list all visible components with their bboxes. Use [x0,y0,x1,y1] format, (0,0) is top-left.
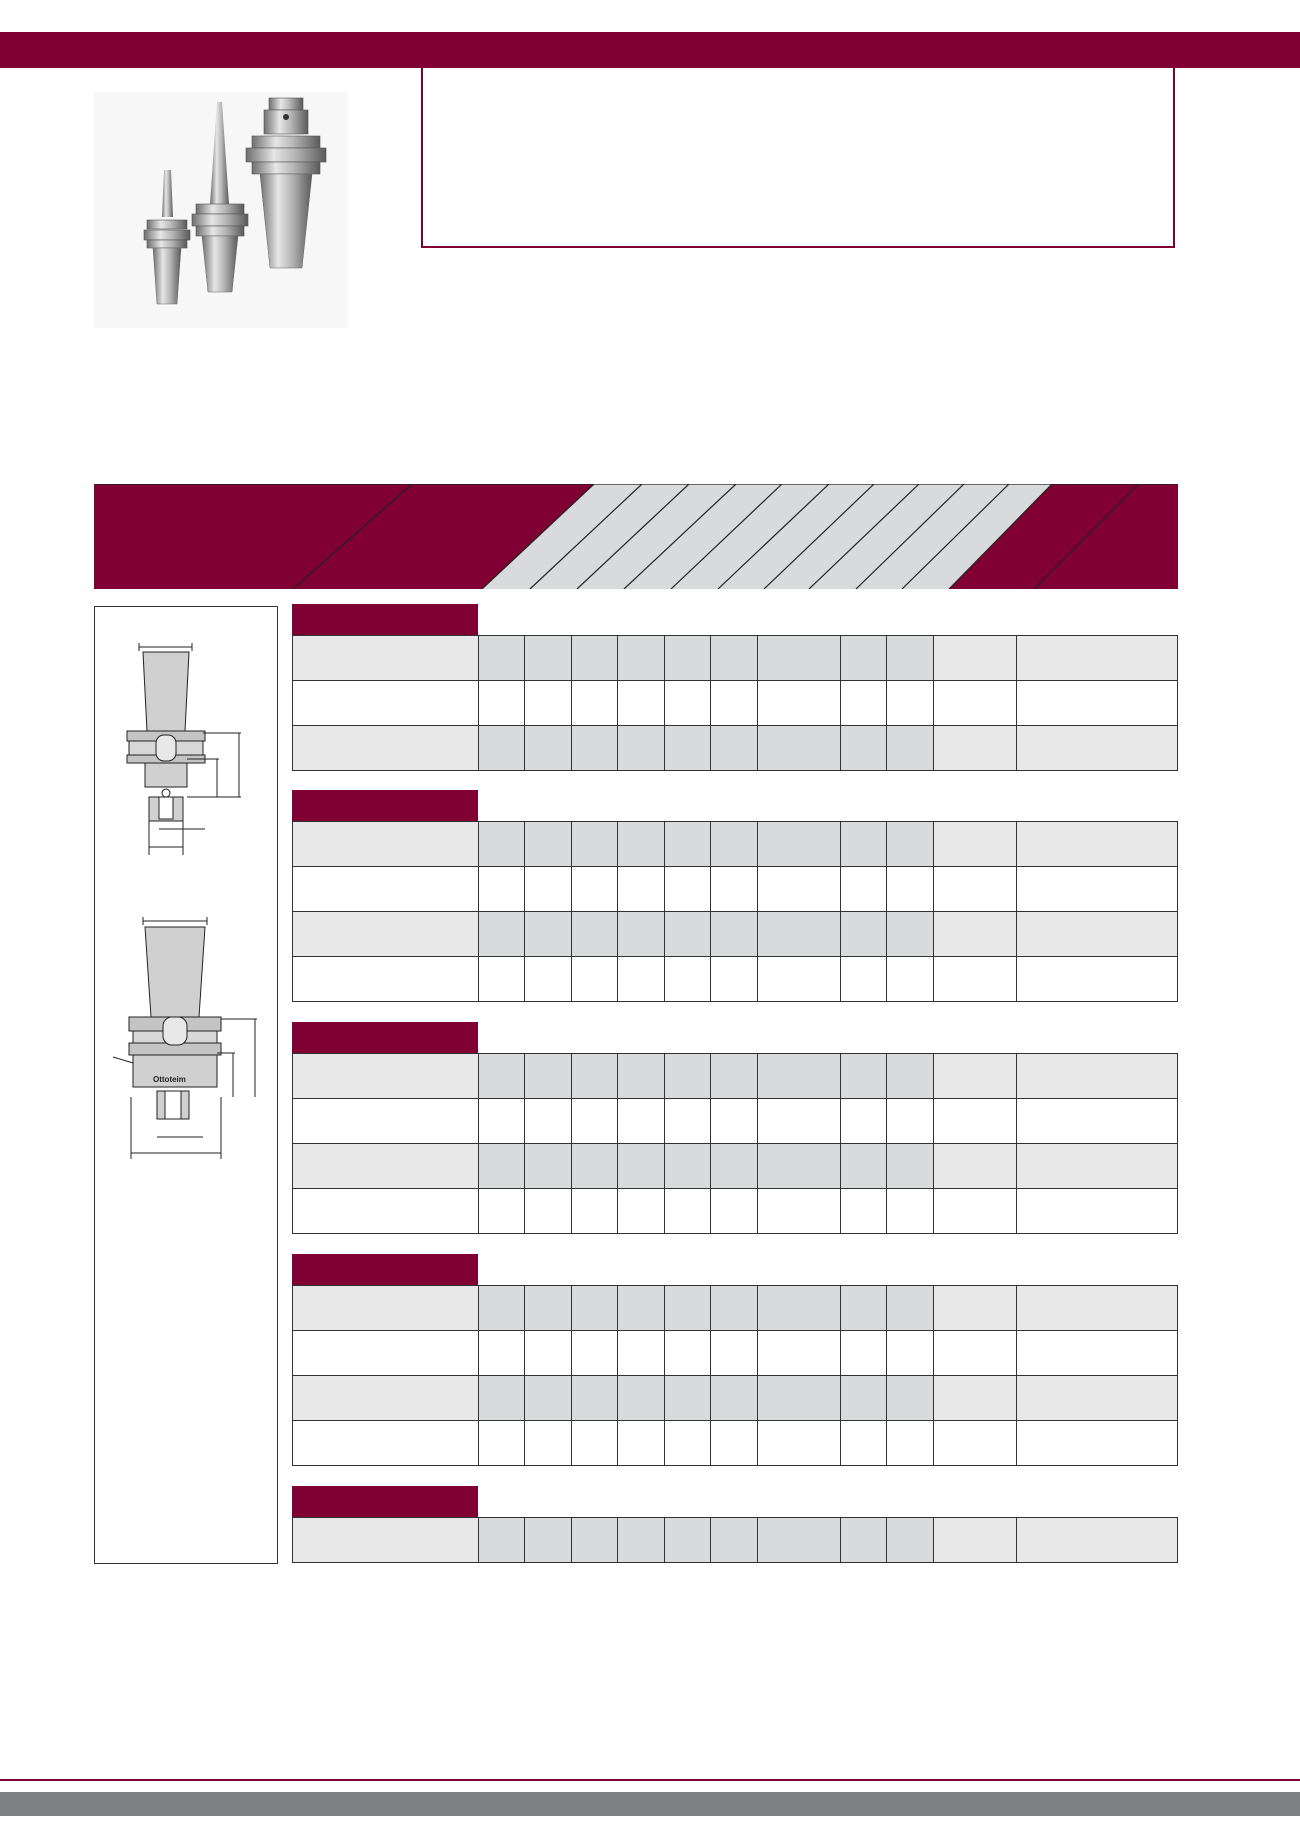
table-cell [1017,912,1178,957]
table-cell [479,1518,525,1563]
table-cell [711,1331,758,1376]
table-cell [758,1144,841,1189]
table-cell [758,1331,841,1376]
table-cell [618,1518,665,1563]
table-cell [758,681,841,726]
table-cell [758,1376,841,1421]
table-cell [1017,867,1178,912]
table-cell [758,1286,841,1331]
table-cell [841,912,887,957]
table-cell [479,957,525,1002]
spec-table-3 [292,1053,1178,1234]
table-cell [887,636,934,681]
table-row [293,1054,1178,1099]
table-cell [711,636,758,681]
table-cell [525,1376,572,1421]
table-cell [841,726,887,771]
table-cell [711,1099,758,1144]
table-cell [711,957,758,1002]
table-cell [934,636,1017,681]
table-cell [618,681,665,726]
table-row [293,1189,1178,1234]
table-cell [887,912,934,957]
table-cell [841,1286,887,1331]
table-cell [1017,1286,1178,1331]
table-row [293,1144,1178,1189]
table-cell [1017,822,1178,867]
table-cell [525,822,572,867]
table-cell [841,1331,887,1376]
table-cell [479,1144,525,1189]
table-cell [618,912,665,957]
table-cell [841,636,887,681]
table-cell [1017,957,1178,1002]
table-cell [525,1331,572,1376]
tool-holder-drawing-small [127,643,241,855]
table-cell [572,1054,618,1099]
table-cell [841,1421,887,1466]
table-cell [572,1286,618,1331]
table-cell [293,681,479,726]
table-row [293,681,1178,726]
table-cell [572,1376,618,1421]
table-cell [618,1099,665,1144]
table-cell [618,1144,665,1189]
table-cell [758,822,841,867]
table-cell [711,726,758,771]
tool-holders-illustration [94,92,348,328]
table-cell [1017,1421,1178,1466]
table-cell [841,1518,887,1563]
table-cell [887,1189,934,1234]
table-cell [1017,1144,1178,1189]
table-cell [479,1421,525,1466]
table-cell [934,1421,1017,1466]
table-cell [572,822,618,867]
table-cell [572,1144,618,1189]
table-cell [293,1144,479,1189]
table-cell [665,681,711,726]
table-cell [665,1331,711,1376]
table-cell [665,912,711,957]
table-cell [887,1331,934,1376]
table-cell [841,1099,887,1144]
spec-table-2 [292,821,1178,1002]
table-cell [572,636,618,681]
section-tab-5 [292,1486,478,1517]
table-cell [841,822,887,867]
table-cell [618,957,665,1002]
table-cell [618,822,665,867]
section-tab-4 [292,1254,478,1285]
table-row [293,912,1178,957]
table-cell [934,1331,1017,1376]
table-cell [618,636,665,681]
spec-table-5 [292,1517,1178,1563]
table-cell [934,867,1017,912]
table-cell [711,1421,758,1466]
table-cell [887,1286,934,1331]
table-cell [525,1421,572,1466]
table-cell [758,867,841,912]
table-row [293,1331,1178,1376]
table-cell [618,867,665,912]
table-cell [841,1376,887,1421]
table-cell [758,1054,841,1099]
table-cell [1017,681,1178,726]
table-cell [711,822,758,867]
spec-table-1 [292,635,1178,771]
table-cell [572,726,618,771]
table-cell [293,1518,479,1563]
table-cell [572,1421,618,1466]
table-cell [934,822,1017,867]
table-cell [479,681,525,726]
table-cell [711,1054,758,1099]
table-cell [618,1054,665,1099]
table-cell [758,1189,841,1234]
table-cell [665,1286,711,1331]
table-cell [525,1099,572,1144]
table-cell [887,681,934,726]
table-cell [525,1286,572,1331]
table-cell [525,867,572,912]
info-box [421,68,1175,248]
table-cell [1017,726,1178,771]
table-row [293,1421,1178,1466]
section-tab-3 [292,1022,478,1053]
table-cell [479,822,525,867]
table-row [293,1286,1178,1331]
table-cell [887,822,934,867]
table-cell [934,1518,1017,1563]
table-cell [665,867,711,912]
table-cell [525,1518,572,1563]
table-cell [711,867,758,912]
table-cell [479,1286,525,1331]
table-cell [618,1331,665,1376]
table-cell [934,681,1017,726]
product-photo [94,92,348,328]
table-cell [934,726,1017,771]
table-cell [665,1376,711,1421]
table-cell [887,1421,934,1466]
table-cell [758,1421,841,1466]
table-cell [887,957,934,1002]
table-cell [572,681,618,726]
table-cell [934,1286,1017,1331]
table-cell [665,1421,711,1466]
table-cell [1017,636,1178,681]
table-cell [934,1376,1017,1421]
table-cell [525,636,572,681]
table-cell [887,1099,934,1144]
table-cell [479,1054,525,1099]
table-cell [525,957,572,1002]
table-cell [293,1099,479,1144]
table-cell [479,1189,525,1234]
table-row [293,822,1178,867]
table-cell [711,1286,758,1331]
table-cell [293,1421,479,1466]
table-cell [525,681,572,726]
table-cell [711,681,758,726]
tool-holder-drawing-large [113,917,257,1159]
table-cell [572,1331,618,1376]
table-cell [572,1189,618,1234]
table-cell [1017,1189,1178,1234]
table-cell [293,1286,479,1331]
table-cell [618,1286,665,1331]
table-cell [1017,1054,1178,1099]
table-cell [934,1144,1017,1189]
table-cell [572,912,618,957]
top-brand-band [0,32,1300,68]
table-cell [934,957,1017,1002]
table-cell [293,1376,479,1421]
table-cell [665,1144,711,1189]
table-cell [572,1099,618,1144]
table-cell [758,636,841,681]
table-cell [1017,1331,1178,1376]
table-cell [1017,1099,1178,1144]
table-cell [665,726,711,771]
table-cell [841,1189,887,1234]
table-cell [293,1331,479,1376]
section-tab-1 [292,604,478,635]
table-cell [525,726,572,771]
table-cell [1017,1518,1178,1563]
table-cell [665,822,711,867]
table-cell [841,867,887,912]
table-cell [293,912,479,957]
table-cell [293,822,479,867]
table-cell [887,867,934,912]
table-cell [293,1189,479,1234]
table-cell [758,1518,841,1563]
table-cell [887,1054,934,1099]
table-cell [665,1518,711,1563]
table-cell [887,1518,934,1563]
table-cell [711,912,758,957]
table-cell [841,681,887,726]
table-cell [525,1144,572,1189]
column-header-banner [94,484,1178,589]
table-row [293,726,1178,771]
table-row [293,957,1178,1002]
table-cell [293,636,479,681]
table-cell [479,1099,525,1144]
table-cell [479,1331,525,1376]
section-tab-2 [292,790,478,821]
table-cell [525,1054,572,1099]
table-row [293,1518,1178,1563]
table-cell [887,1376,934,1421]
table-cell [934,1054,1017,1099]
table-cell [841,1144,887,1189]
table-cell [711,1144,758,1189]
table-cell [293,726,479,771]
footer-band [0,1792,1300,1816]
table-cell [618,726,665,771]
table-cell [711,1518,758,1563]
table-cell [1017,1376,1178,1421]
table-cell [887,1144,934,1189]
table-cell [934,912,1017,957]
table-cell [665,957,711,1002]
table-cell [758,726,841,771]
table-cell [479,726,525,771]
table-cell [572,1518,618,1563]
table-row [293,636,1178,681]
table-cell [841,1054,887,1099]
drawing-brand-text: Ottoteim [153,1075,186,1084]
table-row [293,1099,1178,1144]
table-cell [665,1189,711,1234]
table-cell [479,867,525,912]
table-cell [618,1189,665,1234]
table-cell [572,867,618,912]
table-cell [934,1099,1017,1144]
table-cell [887,726,934,771]
table-cell [841,957,887,1002]
table-cell [665,1099,711,1144]
table-cell [758,912,841,957]
table-cell [479,636,525,681]
table-row [293,1376,1178,1421]
table-cell [293,867,479,912]
table-cell [479,1376,525,1421]
table-cell [525,912,572,957]
table-cell [665,636,711,681]
table-row [293,867,1178,912]
table-cell [293,1054,479,1099]
table-cell [711,1376,758,1421]
table-cell [479,912,525,957]
table-cell [293,957,479,1002]
table-cell [572,957,618,1002]
table-cell [525,1189,572,1234]
table-cell [711,1189,758,1234]
table-cell [665,1054,711,1099]
table-cell [618,1421,665,1466]
table-cell [934,1189,1017,1234]
table-cell [618,1376,665,1421]
technical-drawing-panel [94,606,278,1564]
spec-table-4 [292,1285,1178,1466]
table-cell [758,957,841,1002]
footer-rule [0,1779,1300,1781]
table-cell [758,1099,841,1144]
